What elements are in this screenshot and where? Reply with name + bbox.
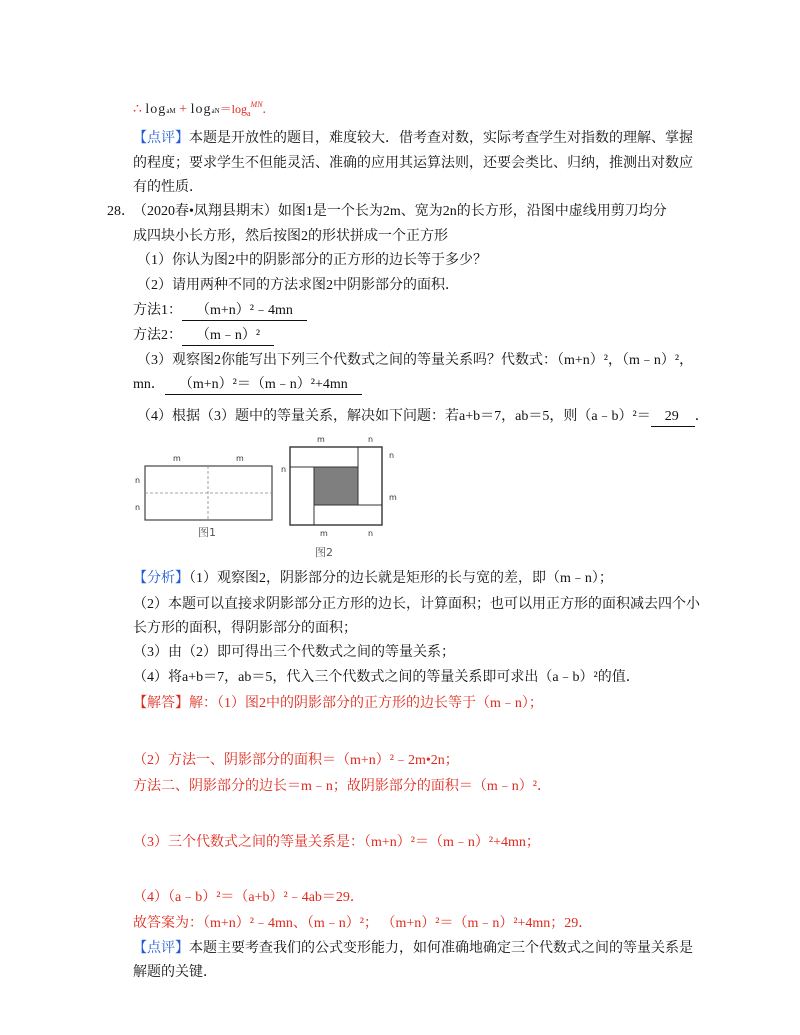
log-base-1: a — [166, 107, 170, 115]
review-tag: 【点评】 — [133, 941, 189, 956]
figure-2-square — [275, 432, 400, 562]
analysis-line-2: （2）本题可以直接求阴影部分正方形的边长，计算面积；也可以用正方形的面积减去四个小 — [133, 597, 700, 612]
figure-1-label-m-left: m — [173, 454, 181, 463]
review2-line-1 — [133, 939, 693, 959]
solution-line-5: （4）（a﹣b）²＝（a+b）²﹣4ab＝29． — [133, 890, 364, 905]
analysis-text: （1）观察图2，阴影部分的边长就是矩形的长与宽的差，即（m﹣n）； — [189, 571, 613, 586]
figure-2-label-bottom-n: n — [368, 529, 374, 538]
log-arg-2: N — [214, 107, 220, 115]
log-base-2: a — [211, 107, 215, 115]
method-2 — [133, 326, 274, 346]
problem-stem-line-2: 成四块小长方形，然后按图2的形状拼成一个正方形 — [133, 229, 448, 244]
method-2-label: 方法2： — [133, 328, 182, 343]
solution-final-answer: 故答案为：（m+n）²﹣4mn、（m﹣n）²； （m+n）²＝（m﹣n）²+4mn；29． — [133, 916, 593, 931]
solution-line-4: （3）三个代数式之间的等量关系是：（m+n）²＝（m﹣n）²+4mn； — [133, 835, 540, 850]
question-4-answer: 29 — [651, 408, 695, 427]
figure-2-label-right-m: m — [389, 493, 397, 502]
review1-line-2: 的程度；要求学生不但能灵活、准确的应用其运算法则，还要会类比、归纳，推测出对数应 — [133, 156, 693, 171]
question-2: （2）请用两种不同的方法求图2中阴影部分的面积． — [137, 278, 459, 293]
question-4-text: （4）根据（3）题中的等量关系，解决如下问题：若a+b＝7，ab＝5，则（a﹣b）²＝ — [137, 409, 651, 424]
figure-2-label-top-n: n — [368, 435, 374, 444]
figure-1-label-n-bottom: n — [135, 503, 141, 512]
figure-1-label-n-top: n — [135, 476, 141, 485]
figure-2-caption: 图2 — [315, 546, 333, 559]
analysis-line-1 — [133, 569, 613, 589]
question-1: （1）你认为图2中的阴影部分的正方形的边长等于多少？ — [137, 253, 487, 268]
review2-line-2: 解题的关键． — [133, 965, 217, 980]
log-base-3: a — [246, 109, 251, 118]
figure-2-shaded-square — [314, 467, 358, 505]
figure-1-label-m-right: m — [236, 454, 244, 463]
figure-2-right-rect — [358, 447, 382, 505]
figure-1-rectangle — [130, 440, 290, 542]
method-2-answer: （m﹣n）² — [182, 327, 274, 346]
figure-2-label-right-n: n — [389, 451, 395, 460]
question-3: （3）观察图2你能写出下列三个代数式之间的等量关系吗？代数式：（m+n）²，（m﹣n）²， — [137, 353, 694, 368]
method-1 — [133, 301, 307, 321]
solution-line-1 — [133, 694, 543, 714]
solution-text: 解：（1）图2中的阴影部分的正方形的边长等于（m﹣n）； — [189, 696, 543, 711]
figure-2-left-rect — [290, 467, 314, 525]
problem-number: 28． — [107, 204, 135, 219]
log-period: . — [262, 102, 267, 117]
log-equals: ＝log — [219, 102, 247, 116]
review1-line-3: 有的性质． — [133, 180, 203, 195]
figure-1-caption: 图1 — [198, 526, 216, 539]
log-term-1: log — [145, 102, 167, 117]
question-4 — [137, 407, 709, 427]
figure-2-bottom-rect — [314, 505, 382, 525]
review-text: 本题主要考查我们的公式变形能力，如何准确地确定三个代数式之间的等量关系是 — [189, 941, 693, 956]
figure-2-top-rect — [290, 447, 358, 467]
question-3-answer: （m+n）²＝（m﹣n）²+4mn — [165, 376, 362, 395]
log-conclusion — [133, 95, 266, 124]
solution-line-2: （2）方法一、阴影部分的面积＝（m+n）²﹣2m•2n； — [133, 753, 459, 768]
analysis-tag: 【分析】 — [133, 571, 189, 586]
question-4-end: ． — [694, 409, 709, 424]
therefore-symbol: ∴ — [133, 102, 142, 117]
figure-2-label-bottom-m: m — [320, 529, 328, 538]
figure-2-label-top-m: m — [317, 435, 325, 444]
solution-tag: 【解答】 — [133, 696, 189, 711]
log-arg-1: M — [169, 107, 176, 115]
question-3-continued — [133, 375, 362, 395]
method-1-answer: （m+n）²﹣4mn — [182, 302, 307, 321]
problem-stem-line-1: （2020春•凤翔县期末）如图1是一个长为2m、宽为2n的长方形，沿图中虚线用剪刀均分 — [133, 204, 667, 219]
analysis-line-5: （4）将a+b＝7，ab＝5，代入三个代数式之间的等量关系即可求出（a﹣b）²的值． — [133, 670, 640, 685]
review-text: 本题是开放性的题目，难度较大．借考查对数，实际考查学生对指数的理解、掌握 — [189, 131, 693, 146]
review1-line-1 — [133, 129, 693, 149]
analysis-line-3: 长方形的面积，得阴影部分的面积； — [133, 621, 357, 636]
log-arg-3: MN — [250, 100, 263, 109]
log-term-2: log — [190, 102, 212, 117]
plus-sign: + — [179, 102, 188, 117]
review-tag: 【点评】 — [133, 131, 189, 146]
figure-2-label-left-n: n — [281, 465, 287, 474]
question-3-mn: mn． — [133, 377, 165, 392]
method-1-label: 方法1： — [133, 303, 182, 318]
solution-line-3: 方法二、阴影部分的边长＝m﹣n；故阴影部分的面积＝（m﹣n）²． — [133, 779, 551, 794]
analysis-line-4: （3）由（2）即可得出三个代数式之间的等量关系； — [133, 645, 455, 660]
